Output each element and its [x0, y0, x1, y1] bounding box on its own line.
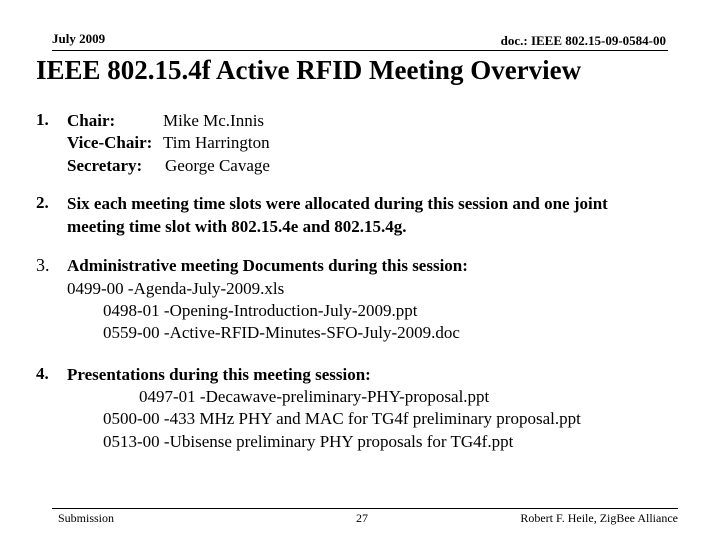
- item-2-line-1: Six each meeting time slots were allocated during this session and one joint: [67, 194, 608, 213]
- chair-label: Chair:: [67, 111, 116, 130]
- item-4-number: 4.: [36, 364, 49, 383]
- item-2-line-2: meeting time slot with 802.15.4e and 802.15.4g.: [67, 217, 407, 236]
- footer-page-number: 27: [356, 511, 368, 525]
- footer-submission: Submission: [58, 511, 115, 525]
- document-item: 0498-01 -Opening-Introduction-July-2009.ppt: [103, 301, 418, 320]
- item-2-number: 2.: [36, 193, 49, 212]
- header-doc-number: doc.: IEEE 802.15-09-0584-00: [500, 33, 666, 48]
- header-date: July 2009: [52, 31, 106, 46]
- document-item: 0499-00 -Agenda-July-2009.xls: [67, 279, 285, 298]
- item-3-number: 3.: [36, 255, 50, 275]
- header-rule: [52, 50, 668, 51]
- vice-chair-value: Tim Harrington: [163, 133, 270, 152]
- item-4-heading: Presentations during this meeting session:: [67, 365, 371, 384]
- document-item: 0559-00 -Active-RFID-Minutes-SFO-July-2009.doc: [103, 323, 460, 342]
- slide-title: IEEE 802.15.4f Active RFID Meeting Overview: [36, 55, 582, 85]
- item-3-heading: Administrative meeting Documents during this session:: [67, 256, 468, 275]
- presentation-item: 0497-01 -Decawave-preliminary-PHY-proposal.ppt: [139, 387, 490, 406]
- presentation-item: 0500-00 -433 MHz PHY and MAC for TG4f preliminary proposal.ppt: [103, 409, 581, 428]
- vice-chair-label: Vice-Chair:: [67, 133, 153, 152]
- chair-value: Mike Mc.Innis: [163, 111, 265, 130]
- item-1-number: 1.: [36, 110, 49, 129]
- footer-author: Robert F. Heile, ZigBee Alliance: [520, 511, 678, 525]
- presentation-item: 0513-00 -Ubisense preliminary PHY proposals for TG4f.ppt: [103, 432, 514, 451]
- footer-rule: [52, 508, 678, 509]
- secretary-label: Secretary:: [67, 156, 143, 175]
- secretary-value: George Cavage: [165, 156, 270, 175]
